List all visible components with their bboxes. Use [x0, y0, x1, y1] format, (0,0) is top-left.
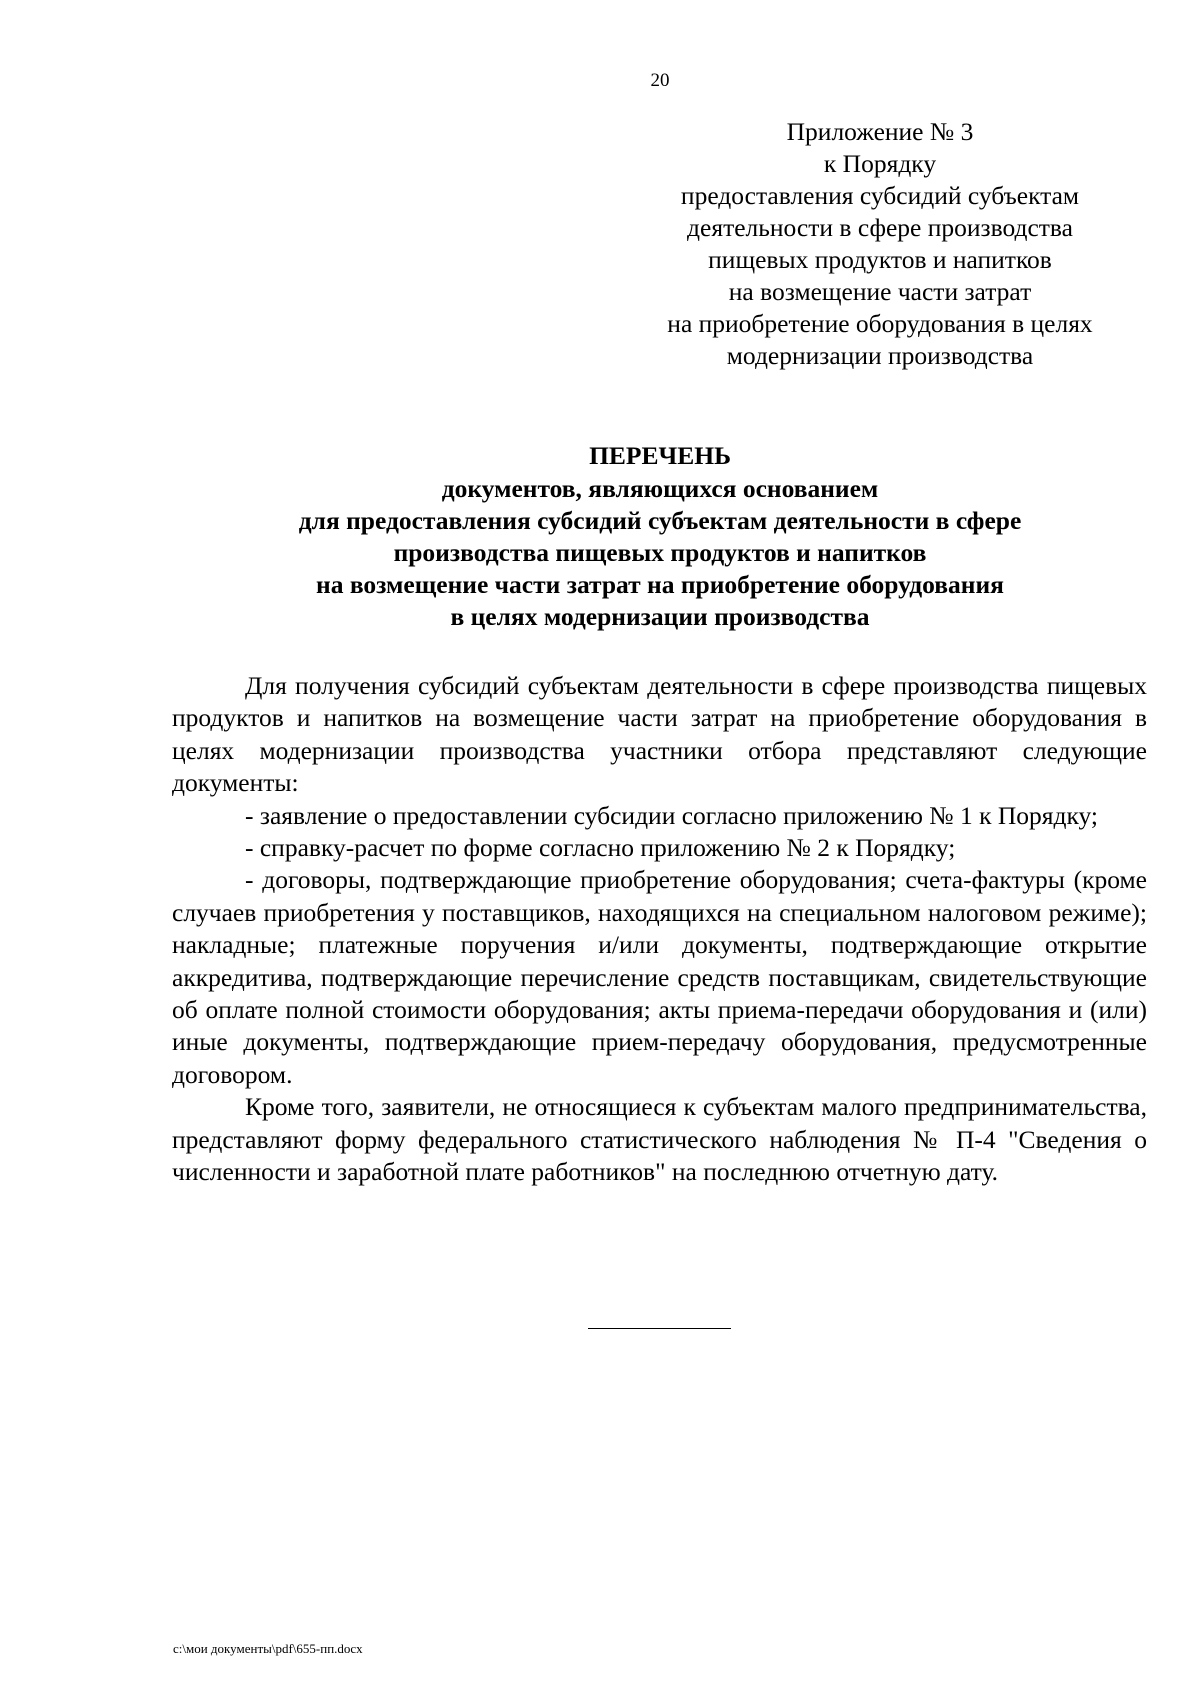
title-main: ПЕРЕЧЕНЬ — [589, 441, 731, 470]
body-paragraph: Для получения субсидий субъектам деятельности в сфере производства пищевых продуктов и напитков на возмещение части затрат на приобретение оборудования в целях модернизации производства участники отбора представляют следующие документы: — [172, 671, 1147, 798]
appendix-line: на возмещение части затрат — [728, 277, 1032, 306]
page-number: 20 — [650, 70, 670, 91]
title-line: на возмещение части затрат на приобретение оборудования — [316, 570, 1004, 599]
title-line: производства пищевых продуктов и напитков — [393, 538, 927, 567]
document-title — [172, 440, 1148, 633]
appendix-line: Приложение № 3 — [786, 117, 974, 146]
appendix-line: к Порядку — [823, 149, 937, 178]
end-divider — [588, 1328, 731, 1329]
title-line: в целях модернизации производства — [450, 602, 870, 631]
appendix-line: пищевых продуктов и напитков — [708, 245, 1052, 274]
body-paragraph: - справку-расчет по форме согласно приложению № 2 к Порядку; — [245, 833, 956, 863]
title-line: документов, являющихся основанием — [441, 474, 879, 503]
body-paragraph: - заявление о предоставлении субсидии согласно приложению № 1 к Порядку; — [245, 800, 1099, 830]
footer-file-path: c:\мои документы\pdf\655-пп.docx — [173, 1641, 363, 1656]
appendix-line: предоставления субсидий субъектам — [680, 181, 1080, 210]
appendix-line: деятельности в сфере производства — [687, 213, 1073, 242]
appendix-line: на приобретение оборудования в целях — [667, 309, 1093, 338]
document-body — [172, 670, 1147, 1189]
appendix-line: модернизации производства — [726, 341, 1034, 370]
title-line: для предоставления субсидий субъектам деятельности в сфере — [298, 506, 1022, 535]
appendix-header — [640, 116, 1120, 372]
body-paragraph: - договоры, подтверждающие приобретение оборудования; счета-фактуры (кроме случаев приобретения у поставщиков, находящихся на специальном налоговом режиме); накладные; платежные поручения и/или документы, подтверждающие открытие аккредитива, подтверждающие перечисление средств поставщикам, свидетельствующие об оплате полной стоимости оборудования; акты приема-передачи оборудования и (или) иные документы, подтверждающие прием-передачу оборудования, предусмотренные договором. — [172, 865, 1147, 1089]
body-paragraph: Кроме того, заявители, не относящиеся к субъектам малого предпринимательства, представляют форму федерального статистического наблюдения № П-4 "Сведения о численности и заработной плате работников" на последнюю отчетную дату. — [172, 1092, 1147, 1187]
